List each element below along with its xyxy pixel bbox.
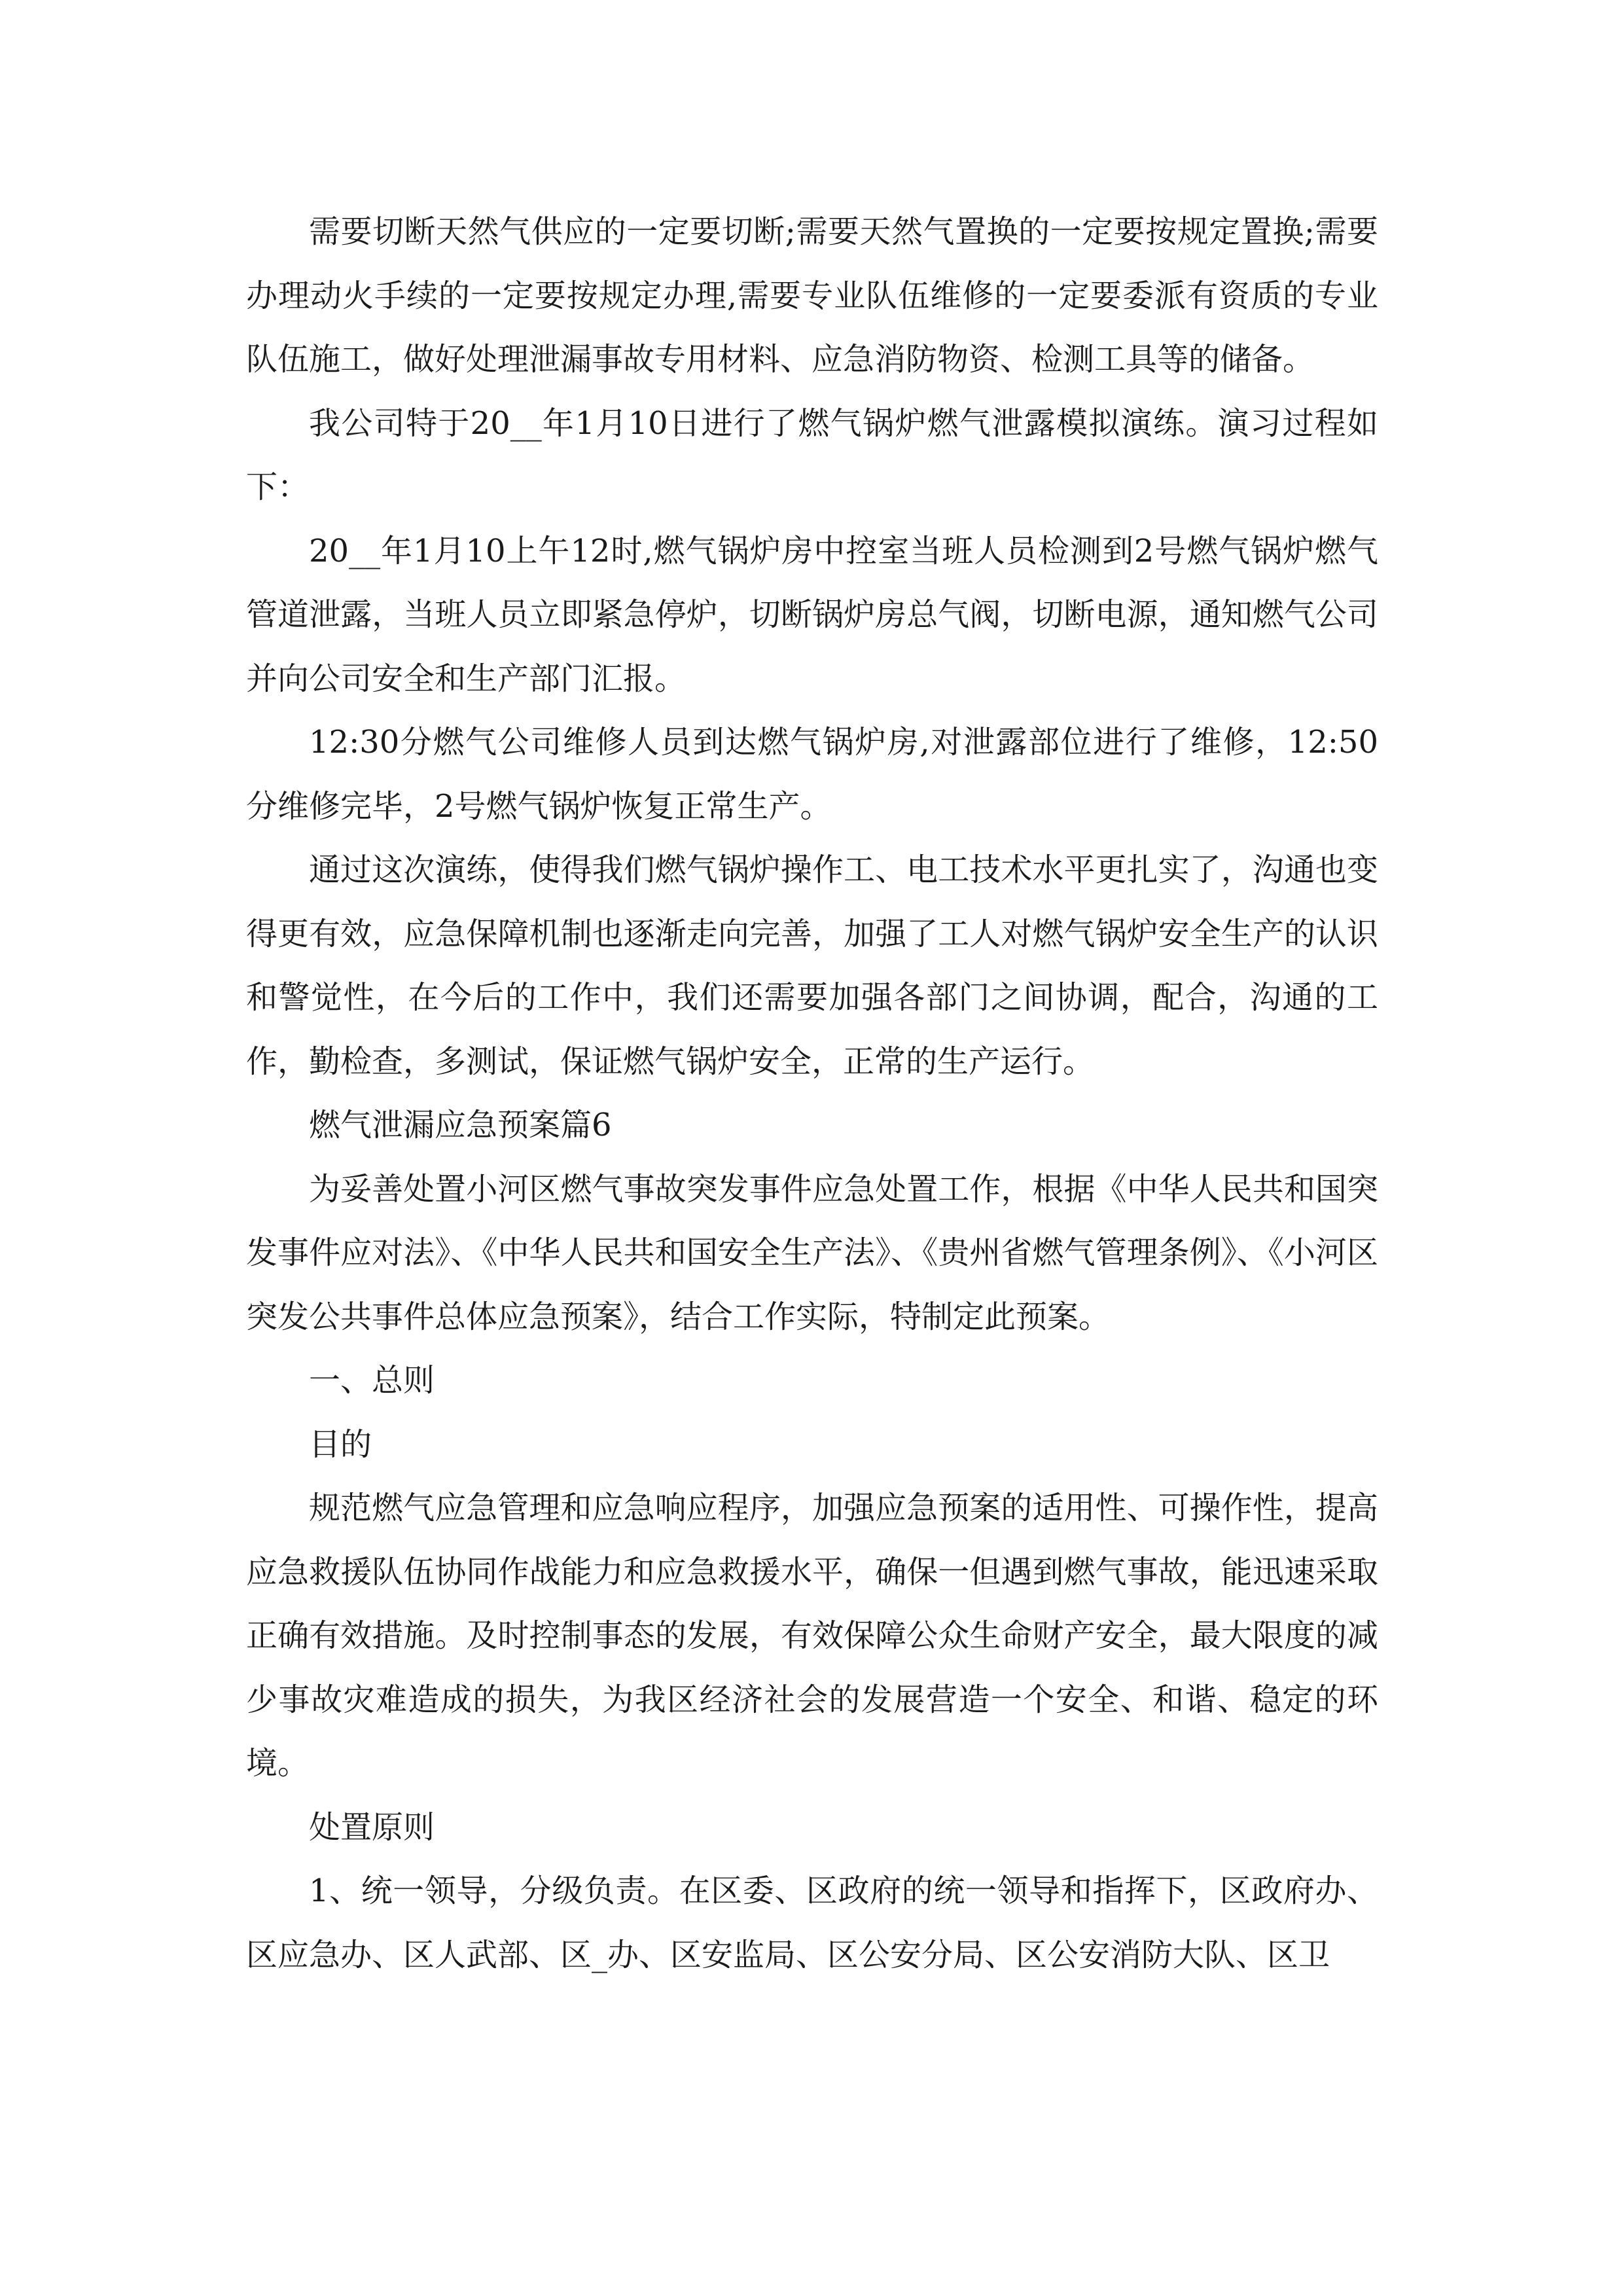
heading-handling-principles: 处置原则 [309,1808,435,1846]
heading-purpose: 目的 [309,1426,372,1463]
paragraph-plan-basis: 为妥善处置小河区燃气事故突发事件应急处置工作，根据《中华人民共和国突发事件应对法》、《中华人民共和国安全生产法》、《贵州省燃气管理条例》、《小河区突发公共事件总体应急预案》，结合工作实际，特制定此预案。 [246,1170,1378,1335]
paragraph-gas-supply-cutoff: 需要切断天然气供应的一定要切断;需要天然气置换的一定要按规定置换;需要办理动火手续的一定要按规定办理,需要专业队伍维修的一定要委派有资质的专业队伍施工，做好处理泄漏事故专用材料、应急消防物资、检测工具等的储备。 [246,213,1378,378]
document-body [246,200,1378,1987]
paragraph-unified-leadership: 1、统一领导，分级负责。在区委、区政府的统一领导和指挥下，区政府办、区应急办、区人武部、区_办、区安监局、区公安分局、区公安消防大队、区卫 [246,1873,1378,1973]
paragraph-drill-summary: 通过这次演练，使得我们燃气锅炉操作工、电工技术水平更扎实了，沟通也变得更有效，应急保障机制也逐渐走向完善，加强了工人对燃气锅炉安全生产的认识和警觉性，在今后的工作中，我们还需要加强各部门之间协调，配合，沟通的工作，勤检查，多测试，保证燃气锅炉安全，正常的生产运行。 [246,852,1378,1080]
paragraph-leak-detected: 20__年1月10上午12时,燃气锅炉房中控室当班人员检测到2号燃气锅炉燃气管道泄露，当班人员立即紧急停炉，切断锅炉房总气阀，切断电源，通知燃气公司并向公司安全和生产部门汇报。 [246,532,1378,697]
paragraph-drill-intro: 我公司特于20__年1月10日进行了燃气锅炉燃气泄露模拟演练。演习过程如下： [246,404,1378,505]
paragraph-repair-completed: 12:30分燃气公司维修人员到达燃气锅炉房,对泄露部位进行了维修，12:50分维修完毕，2号燃气锅炉恢复正常生产。 [246,724,1378,825]
section-title-chapter-6: 燃气泄漏应急预案篇6 [309,1107,612,1143]
heading-general-principles: 一、总则 [309,1362,435,1399]
paragraph-purpose-text: 规范燃气应急管理和应急响应程序，加强应急预案的适用性、可操作性，提高应急救援队伍协同作战能力和应急救援水平，确保一但遇到燃气事故，能迅速采取正确有效措施。及时控制事态的发展，有效保障公众生命财产安全，最大限度的减少事故灾难造成的损失，为我区经济社会的发展营造一个安全、和谐、稳定的环境。 [246,1490,1378,1782]
